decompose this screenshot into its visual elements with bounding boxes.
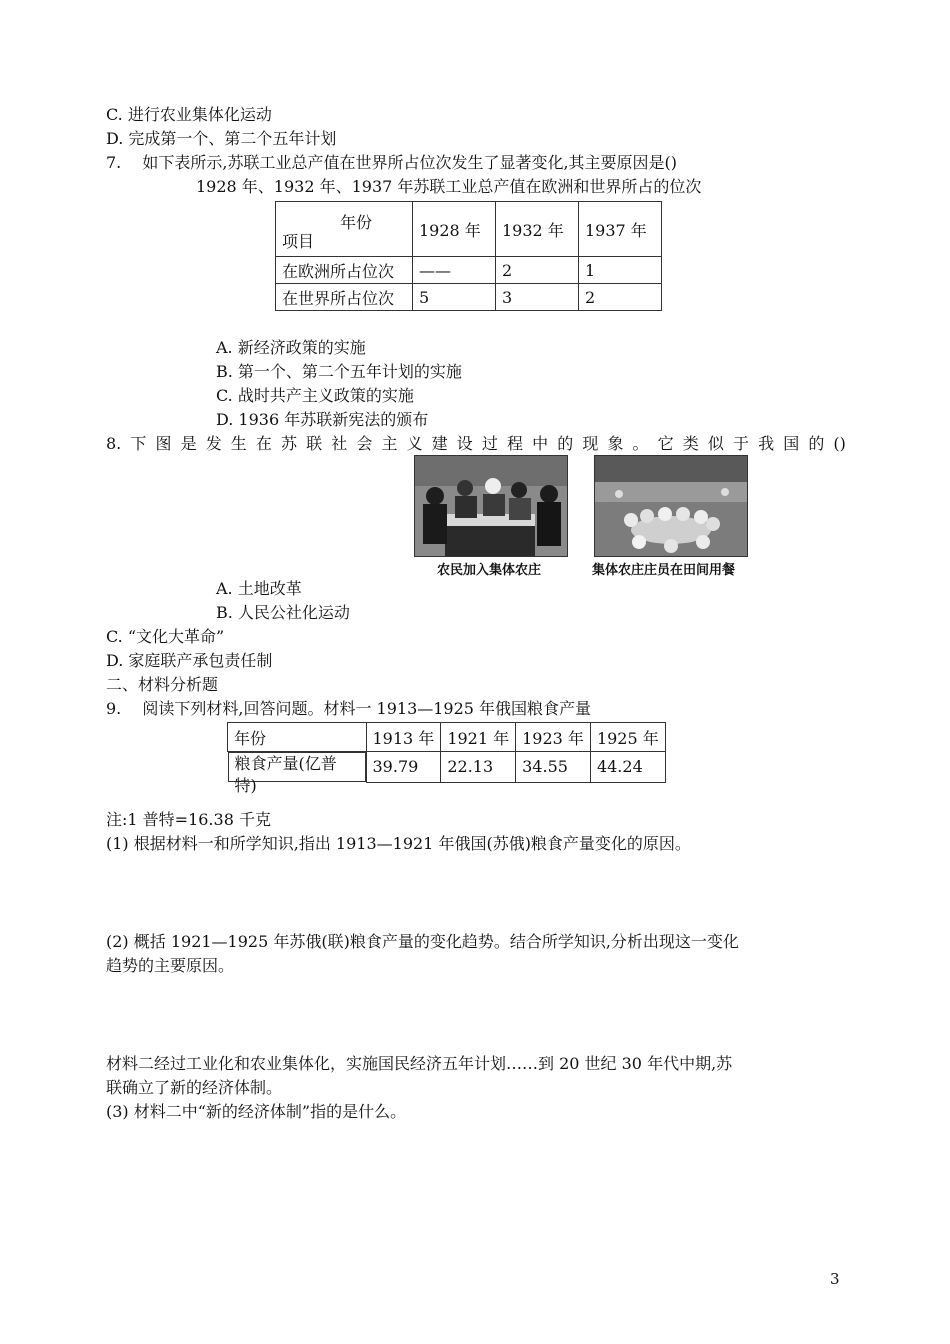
- q9-sub3: (3) 材料二中“新的经济体制”指的是什么。: [106, 1102, 407, 1121]
- stem-char: 于: [732, 434, 749, 453]
- stem-char: 过: [481, 434, 498, 453]
- table-row: [228, 752, 666, 783]
- page-number: 3: [830, 1270, 840, 1288]
- stem-char: 图: [155, 434, 172, 453]
- stem-char: 会: [356, 434, 373, 453]
- table-header-row: [228, 723, 666, 752]
- grain-output-table: [227, 722, 666, 795]
- stem-char: 发: [205, 434, 222, 453]
- q7-table-title: 1928 年、1932 年、1937 年苏联工业总产值在欧洲和世界所占的位次: [196, 177, 702, 196]
- table-cell: 5: [413, 284, 496, 311]
- q8-option-a: A. 土地改革: [216, 579, 302, 598]
- column-header: 1932 年: [496, 202, 579, 257]
- table-cell: 39.79: [366, 752, 441, 783]
- table-cell: 1: [579, 257, 662, 284]
- table-corner-cell: [276, 202, 413, 257]
- stem-char: 建: [431, 434, 448, 453]
- q9-sub1: (1) 根据材料一和所学知识,指出 1913—1921 年俄国(苏俄)粮食产量变化的原因。: [106, 834, 691, 853]
- q7-stem: 7. 如下表所示,苏联工业总产值在世界所占位次发生了显著变化,其主要原因是(): [106, 153, 678, 172]
- q8-option-c: C. “文化大革命”: [106, 627, 225, 646]
- table-cell: 2: [579, 284, 662, 311]
- corner-bottom-label: 项目: [282, 232, 315, 251]
- table-cell: 44.24: [590, 752, 665, 783]
- q9-stem: 9. 阅读下列材料,回答问题。材料一 1913—1925 年俄国粮食产量: [106, 699, 592, 718]
- table-cell: ——: [413, 257, 496, 284]
- column-header: 1928 年: [413, 202, 496, 257]
- table-cell: 34.55: [516, 752, 591, 783]
- q6-option-c: C. 进行农业集体化运动: [106, 105, 272, 124]
- q8-stem: [106, 433, 846, 455]
- q9-sub2-line2: 趋势的主要原因。: [106, 956, 235, 975]
- stem-char: (): [833, 434, 846, 453]
- stem-char: 主: [381, 434, 398, 453]
- q7-option-c: C. 战时共产主义政策的实施: [216, 386, 414, 405]
- table-cell: 3: [496, 284, 579, 311]
- table-row: [276, 284, 662, 311]
- stem-char: 国: [783, 434, 800, 453]
- stem-char: 中: [532, 434, 549, 453]
- stem-char: 它: [657, 434, 674, 453]
- column-header: 年份: [228, 723, 367, 752]
- stem-char: 。: [632, 434, 649, 453]
- q8-option-b: B. 人民公社化运动: [216, 603, 350, 622]
- table-header-row: [276, 202, 662, 257]
- photo-caption-right: 集体农庄庄员在田间用餐: [592, 563, 736, 578]
- row-label: 粮食产量(亿普特): [228, 752, 366, 782]
- q7-rank-table: [275, 201, 662, 311]
- stem-char: 8.: [106, 434, 122, 453]
- photo-caption-left: 农民加入集体农庄: [437, 563, 542, 578]
- stem-char: 设: [456, 434, 473, 453]
- stem-char: 生: [230, 434, 247, 453]
- column-header: 1923 年: [516, 723, 591, 752]
- q6-option-d: D. 完成第一个、第二个五年计划: [106, 129, 337, 148]
- material2-line1: 材料二经过工业化和农业集体化，实施国民经济五年计划……到 20 世纪 30 年代中期,苏: [106, 1054, 733, 1073]
- stem-char: 在: [255, 434, 272, 453]
- q8-option-d: D. 家庭联产承包责任制: [106, 651, 273, 670]
- stem-char: 我: [758, 434, 775, 453]
- stem-char: 类: [682, 434, 699, 453]
- material2-line2: 联确立了新的经济体制。: [106, 1078, 283, 1097]
- stem-char: 义: [406, 434, 423, 453]
- table-cell: 22.13: [441, 752, 516, 783]
- collective-farmers-eating-photo: [594, 455, 748, 557]
- stem-char: 的: [557, 434, 574, 453]
- section-heading: 二、材料分析题: [106, 675, 219, 694]
- row-label: 在世界所占位次: [276, 284, 413, 311]
- stem-char: 程: [507, 434, 524, 453]
- farmers-joining-collective-photo: [414, 455, 568, 557]
- column-header: 1937 年: [579, 202, 662, 257]
- stem-char: 的: [808, 434, 825, 453]
- q7-option-b: B. 第一个、第二个五年计划的实施: [216, 362, 462, 381]
- table-cell: 2: [496, 257, 579, 284]
- stem-char: 是: [180, 434, 197, 453]
- q7-option-d: D. 1936 年苏联新宪法的颁布: [216, 410, 429, 429]
- stem-char: 下: [130, 434, 147, 453]
- q9-note: 注:1 普特=16.38 千克: [106, 810, 271, 829]
- stem-char: 社: [331, 434, 348, 453]
- stem-char: 似: [707, 434, 724, 453]
- corner-top-label: 年份: [340, 213, 373, 232]
- stem-char: 象: [607, 434, 624, 453]
- column-header: 1925 年: [590, 723, 665, 752]
- stem-char: 现: [582, 434, 599, 453]
- table-row: [276, 257, 662, 284]
- row-label: 在欧洲所占位次: [276, 257, 413, 284]
- stem-char: 苏: [281, 434, 298, 453]
- q9-sub2-line1: (2) 概括 1921—1925 年苏俄(联)粮食产量的变化趋势。结合所学知识,分析出现这一变化: [106, 932, 739, 951]
- q7-option-a: A. 新经济政策的实施: [216, 338, 366, 357]
- column-header: 1921 年: [441, 723, 516, 752]
- stem-char: 联: [306, 434, 323, 453]
- column-header: 1913 年: [366, 723, 441, 752]
